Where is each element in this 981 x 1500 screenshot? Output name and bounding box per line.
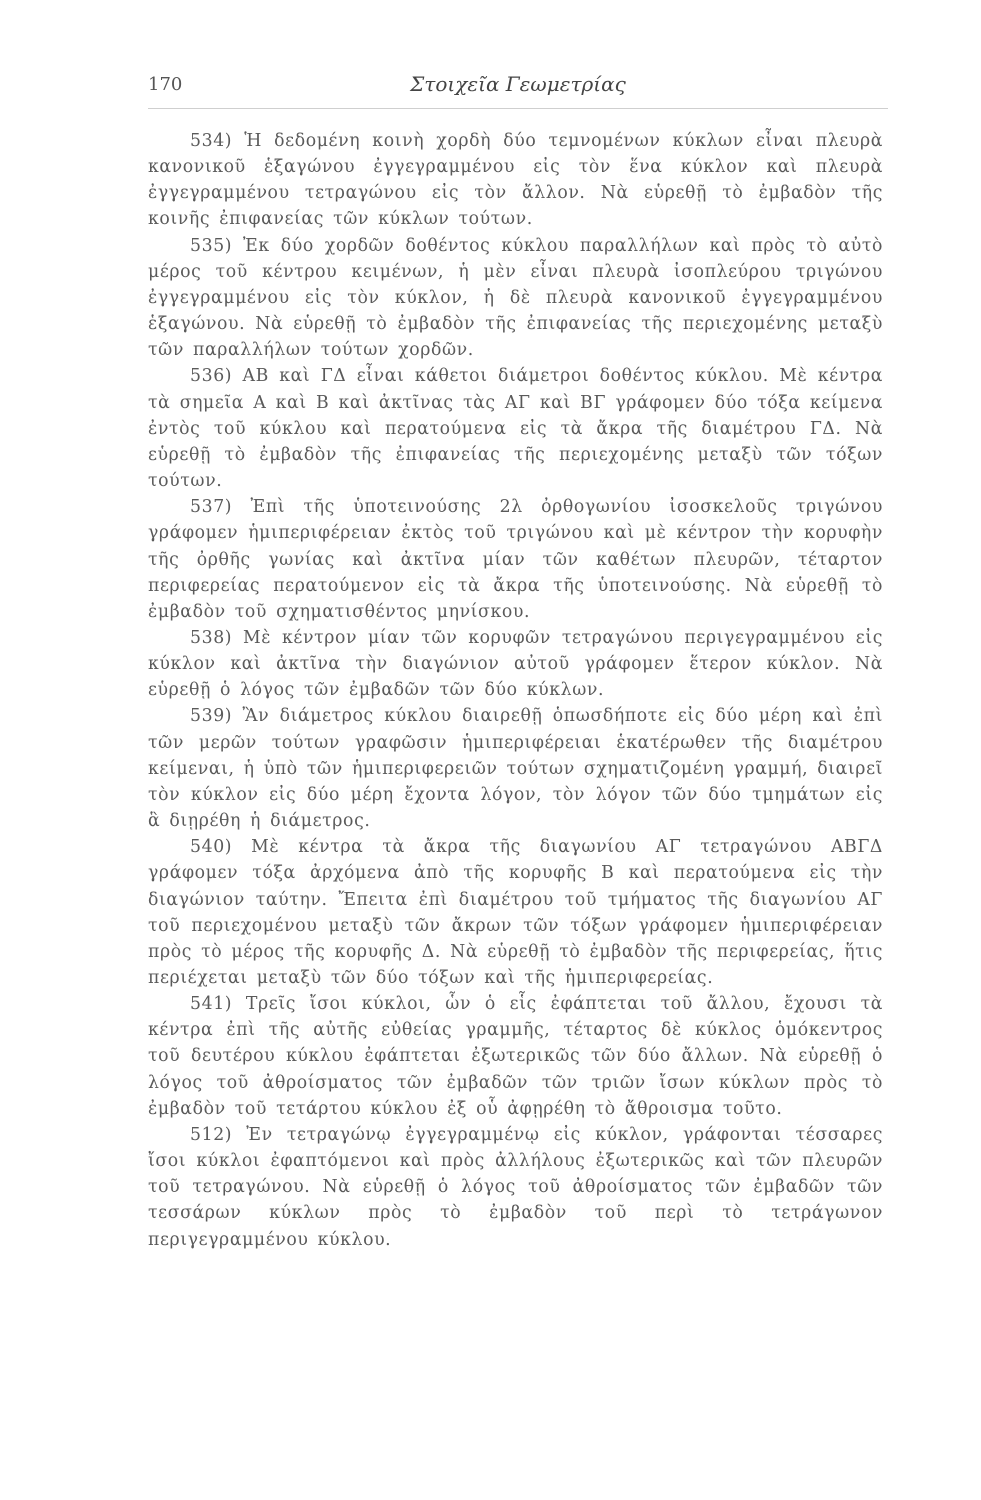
problem-535: 535) Ἐκ δύο χορδῶν δοθέντος κύκλου παραλλήλων καὶ πρὸς τὸ αὐτὸ μέρος τοῦ κέντρου κειμένων, ἡ μὲν εἶναι πλευρὰ ἰσοπλεύρου τριγώνου ἐγγεγραμμένου εἰς τὸν κύκλον, ἡ δὲ πλευρὰ κανονικοῦ ἐγγεγραμμένου ἑξαγώνου. Νὰ εὑρεθῇ τὸ ἐμβαδὸν τῆς ἐπιφανείας τῆς περιεχομένης μεταξὺ τῶν παραλλήλων τούτων χορδῶν.	[148, 235, 883, 361]
page-number: 170	[148, 74, 183, 95]
problem-list	[148, 128, 883, 1253]
header-rule	[148, 108, 888, 109]
problem-538: 538) Μὲ κέντρον μίαν τῶν κορυφῶν τετραγώνου περιγεγραμμένου εἰς κύκλον καὶ ἀκτῖνα τὴν διαγώνιον αὐτοῦ γράφομεν ἕτερον κύκλον. Νὰ εὑρεθῇ ὁ λόγος τῶν ἐμβαδῶν τῶν δύο κύκλων.	[148, 627, 883, 701]
problem-541: 541) Τρεῖς ἴσοι κύκλοι, ὧν ὁ εἷς ἐφάπτεται τοῦ ἄλλου, ἔχουσι τὰ κέντρα ἐπὶ τῆς αὐτῆς εὐθείας γραμμῆς, τέταρτος δὲ κύκλος ὁμόκεντρος τοῦ δευτέρου κύκλου ἐφάπτεται ἐξωτερικῶς τῶν δύο ἄλλων. Νὰ εὑρεθῇ ὁ λόγος τοῦ ἀθροίσματος τῶν ἐμβαδῶν τῶν τριῶν ἴσων κύκλων πρὸς τὸ ἐμβαδὸν τοῦ τετάρτου κύκλου ἐξ οὗ ἀφῃρέθη τὸ ἄθροισμα τοῦτο.	[148, 994, 883, 1119]
problem-534: 534) Ἡ δεδομένη κοινὴ χορδὴ δύο τεμνομένων κύκλων εἶναι πλευρὰ κανονικοῦ ἑξαγώνου ἐγγεγραμμένου εἰς τὸν ἕνα κύκλον καὶ πλευρὰ ἐγγεγραμμένου τετραγώνου εἰς τὸν ἄλλον. Νὰ εὑρεθῇ τὸ ἐμβαδὸν τῆς κοινῆς ἐπιφανείας τῶν κύκλων τούτων.	[148, 131, 883, 230]
page-header	[148, 72, 888, 104]
problem-540: 540) Μὲ κέντρα τὰ ἄκρα τῆς διαγωνίου ΑΓ τετραγώνου ΑΒΓΔ γράφομεν τόξα ἀρχόμενα ἀπὸ τῆς κορυφῆς Β καὶ περατούμενα εἰς τὴν διαγώνιον ταύτην. Ἔπειτα ἐπὶ διαμέτρου τοῦ τμήματος τῆς διαγωνίου ΑΓ τοῦ περιεχομένου μεταξὺ τῶν ἄκρων τῶν τόξων γράφομεν ἡμιπεριφέρειαν πρὸς τὸ μέρος τῆς κορυφῆς Δ. Νὰ εὑρεθῇ τὸ ἐμβαδὸν τῆς περιφερείας, ἥτις περιέχεται μεταξὺ τῶν δύο τόξων καὶ τῆς ἡμιπεριφερείας.	[148, 837, 883, 988]
running-title: Στοιχεῖα Γεωμετρίας	[410, 72, 626, 96]
problem-539: 539) Ἂν διάμετρος κύκλου διαιρεθῇ ὁπωσδήποτε εἰς δύο μέρη καὶ ἐπὶ τῶν μερῶν τούτων γραφῶσιν ἡμιπεριφέρειαι ἑκατέρωθεν τῆς διαμέτρου κείμεναι, ἡ ὑπὸ τῶν ἡμιπεριφερειῶν τούτων σχηματιζομένη γραμμή, διαιρεῖ τὸν κύκλον εἰς δύο μέρη ἔχοντα λόγον, τὸν λόγον τῶν δύο τμημάτων εἰς ἃ διῃρέθη ἡ διάμετρος.	[148, 706, 883, 832]
problem-536: 536) ΑΒ καὶ ΓΔ εἶναι κάθετοι διάμετροι δοθέντος κύκλου. Μὲ κέντρα τὰ σημεῖα Α καὶ Β καὶ ἀκτῖνας τὰς ΑΓ καὶ ΒΓ γράφομεν δύο τόξα κείμενα ἐντὸς τοῦ κύκλου καὶ περατούμενα εἰς τὰ ἄκρα τῆς διαμέτρου ΓΔ. Νὰ εὑρεθῇ τὸ ἐμβαδὸν τῆς ἐπιφανείας τῆς περιεχομένης μεταξὺ τῶν τόξων τούτων.	[148, 366, 883, 492]
problem-537: 537) Ἐπὶ τῆς ὑποτεινούσης 2λ ὀρθογωνίου ἰσοσκελοῦς τριγώνου γράφομεν ἡμιπεριφέρειαν ἐκτὸς τοῦ τριγώνου καὶ μὲ κέντρον τὴν κορυφὴν τῆς ὀρθῆς γωνίας καὶ ἀκτῖνα μίαν τῶν καθέτων πλευρῶν, τέταρτον περιφερείας περατούμενον εἰς τὰ ἄκρα τῆς ὑποτεινούσης. Νὰ εὑρεθῇ τὸ ἐμβαδὸν τοῦ σχηματισθέντος μηνίσκου.	[148, 497, 883, 622]
problem-512: 512) Ἐν τετραγώνῳ ἐγγεγραμμένῳ εἰς κύκλον, γράφονται τέσσαρες ἴσοι κύκλοι ἐφαπτόμενοι καὶ πρὸς ἀλλήλους ἐξωτερικῶς καὶ τῶν πλευρῶν τοῦ τετραγώνου. Νὰ εὑρεθῇ ὁ λόγος τοῦ ἀθροίσματος τῶν ἐμβαδῶν τῶν τεσσάρων κύκλων πρὸς τὸ ἐμβαδὸν τοῦ περὶ τὸ τετράγωνον περιγεγραμμένου κύκλου.	[148, 1124, 883, 1250]
